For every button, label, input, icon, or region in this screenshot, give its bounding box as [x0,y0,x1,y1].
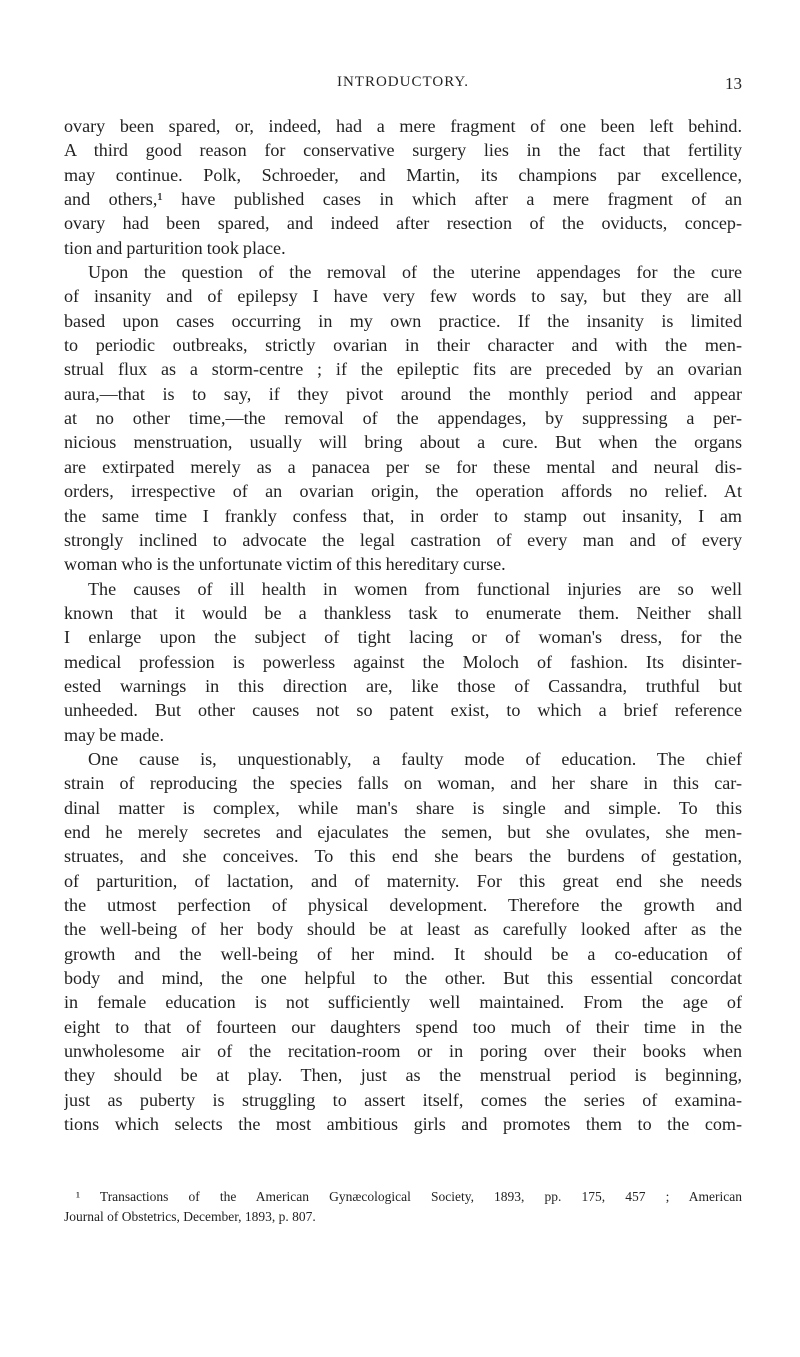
text-line: and others,¹ have published cases in which after a mere fragment of an [64,189,742,210]
text-line: are extirpated merely as a panacea per se for these mental and neural dis- [64,456,742,477]
text-line: the well-being of her body should be at least as carefully looked after as the [64,919,742,940]
text-line: aura,—that is to say, if they pivot around the monthly period and appear [64,383,742,404]
text-line: tions which selects the most ambitious girls and promotes them to the com- [64,1114,742,1135]
text-line: they should be at play. Then, just as the menstrual period is beginning, [64,1065,742,1086]
text-line: of parturition, of lactation, and of maternity. For this great end she needs [64,870,742,891]
footnote-line: Journal of Obstetrics, December, 1893, p. 807. [64,1209,316,1224]
running-head: INTRODUCTORY. [336,74,470,90]
body-text [64,114,742,1136]
text-line: based upon cases occurring in my own practice. If the insanity is limited [64,310,742,331]
text-line: in female education is not sufficiently well maintained. From the age of [64,992,742,1013]
text-line: nicious menstruation, usually will bring about a cure. But when the organs [64,432,742,453]
text-line: ovary been spared, or, indeed, had a mere fragment of one been left behind. [64,116,742,136]
text-line: Upon the question of the removal of the uterine appendages for the cure [88,262,742,283]
text-line: medical profession is powerless against the Moloch of fashion. Its disinter- [64,651,742,672]
text-line: body and mind, the one helpful to the other. But this essential concordat [64,968,742,989]
text-line: just as puberty is struggling to assert itself, comes the series of examina- [64,1089,742,1110]
text-line: strual flux as a storm-centre ; if the epileptic fits are preceded by an ovarian [64,359,742,380]
text-line: struates, and she conceives. To this end she bears the burdens of gestation, [64,846,742,867]
text-line: strongly inclined to advocate the legal castration of every man and of every [64,529,742,550]
text-line: to periodic outbreaks, strictly ovarian in their character and with the men- [64,335,742,356]
text-line: unheeded. But other causes not so patent exist, to which a brief reference [64,700,742,721]
page-header [64,74,742,98]
text-line: dinal matter is complex, while man's share is single and simple. To this [64,797,742,818]
text-line: of insanity and of epilepsy I have very few words to say, but they are all [64,286,742,307]
text-line: woman who is the unfortunate victim of this hereditary curse. [64,554,506,575]
text-line: eight to that of fourteen our daughters spend too much of their time in the [64,1016,742,1037]
text-line: The causes of ill health in women from functional injuries are so well [88,578,742,599]
text-line: tion and parturition took place. [64,237,286,258]
text-line: orders, irrespective of an ovarian origin, the operation affords no relief. At [64,481,742,502]
text-line: ested warnings in this direction are, like those of Cassandra, truthful but [64,675,742,696]
text-line: strain of reproducing the species falls on woman, and her share in this car- [64,773,742,794]
footnote-line: ¹ Transactions of the American Gynæcological Society, 1893, pp. 175, 457 ; American [76,1189,742,1204]
text-line: I enlarge upon the subject of tight lacing or of woman's dress, for the [64,627,742,648]
text-line: the same time I frankly confess that, in order to stamp out insanity, I am [64,505,742,526]
page-number: 13 [725,74,742,93]
text-line: A third good reason for conservative surgery lies in the fact that fertility [64,140,742,161]
text-line: known that it would be a thankless task to enumerate them. Neither shall [64,602,742,623]
text-line: the utmost perfection of physical development. Therefore the growth and [64,895,742,915]
text-line: may continue. Polk, Schroeder, and Martin, its champions par excellence, [64,164,742,185]
text-line: One cause is, unquestionably, a faulty mode of education. The chief [88,748,742,769]
footnotes [64,1187,742,1227]
text-line: may be made. [64,724,164,745]
text-line: unwholesome air of the recitation-room or in poring over their books when [64,1041,742,1062]
text-line: at no other time,—the removal of the appendages, by suppressing a per- [64,408,742,429]
text-line: growth and the well-being of her mind. It should be a co-education of [64,943,742,964]
text-line: ovary had been spared, and indeed after resection of the oviducts, concep- [64,213,742,234]
text-line: end he merely secretes and ejaculates the semen, but she ovulates, she men- [64,821,742,842]
